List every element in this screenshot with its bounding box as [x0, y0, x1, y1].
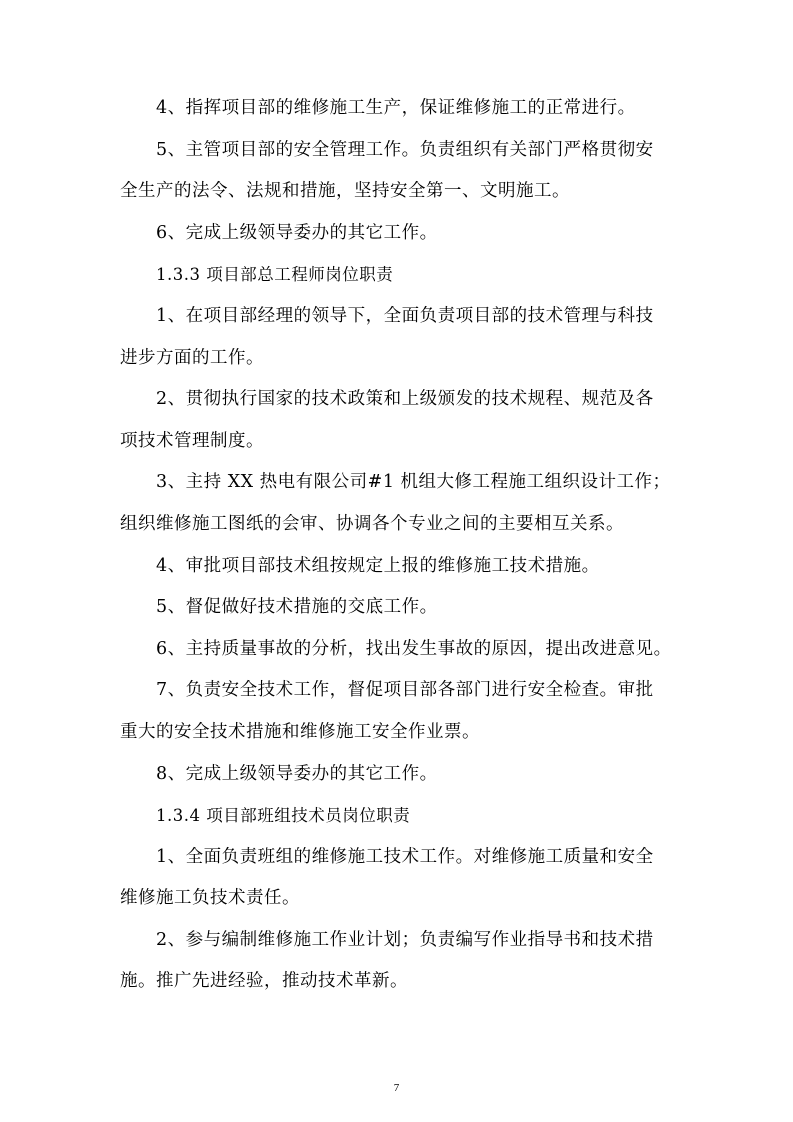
paragraph-technician-duty-2: 2、参与编制维修施工作业计划；负责编写作业指导书和技术措 [156, 929, 654, 950]
document-body [120, 88, 686, 1003]
paragraph-engineer-duty-7-cont: 重大的安全技术措施和维修施工安全作业票。 [120, 721, 480, 742]
paragraph-duty-6: 6、完成上级领导委办的其它工作。 [156, 222, 438, 243]
section-heading-1-3-4: 1.3.4 项目部班组技术员岗位职责 [156, 806, 411, 826]
paragraph-engineer-duty-1-cont: 进步方面的工作。 [120, 347, 264, 368]
paragraph-engineer-duty-5: 5、督促做好技术措施的交底工作。 [156, 597, 438, 618]
paragraph-engineer-duty-7: 7、负责安全技术工作，督促项目部各部门进行安全检查。审批 [156, 680, 654, 701]
paragraph-engineer-duty-1: 1、在项目部经理的领导下，全面负责项目部的技术管理与科技 [156, 305, 654, 326]
paragraph-engineer-duty-2: 2、贯彻执行国家的技术政策和上级颁发的技术规程、规范及各 [156, 389, 654, 410]
paragraph-engineer-duty-3: 3、主持 XX 热电有限公司#1 机组大修工程施工组织设计工作； [156, 472, 671, 493]
paragraph-engineer-duty-4: 4、审批项目部技术组按规定上报的维修施工技术措施。 [156, 555, 600, 576]
page-number: 7 [393, 1082, 400, 1094]
paragraph-engineer-duty-8: 8、完成上级领导委办的其它工作。 [156, 763, 438, 784]
paragraph-duty-5: 5、主管项目部的安全管理工作。负责组织有关部门严格贯彻安 [156, 139, 654, 160]
paragraph-technician-duty-2-cont: 施。推广先进经验，推动技术革新。 [120, 971, 408, 992]
paragraph-duty-5-cont: 全生产的法令、法规和措施，坚持安全第一、文明施工。 [120, 181, 570, 202]
paragraph-duty-4: 4、指挥项目部的维修施工生产，保证维修施工的正常进行。 [156, 98, 636, 118]
paragraph-technician-duty-1: 1、全面负责班组的维修施工技术工作。对维修施工质量和安全 [156, 846, 654, 867]
paragraph-engineer-duty-3-cont: 组织维修施工图纸的会审、协调各个专业之间的主要相互关系。 [120, 513, 624, 534]
section-heading-1-3-3: 1.3.3 项目部总工程师岗位职责 [156, 265, 394, 285]
paragraph-engineer-duty-6: 6、主持质量事故的分析，找出发生事故的原因，提出改进意见。 [156, 638, 672, 659]
paragraph-technician-duty-1-cont: 维修施工负技术责任。 [120, 888, 300, 909]
paragraph-engineer-duty-2-cont: 项技术管理制度。 [120, 430, 264, 451]
